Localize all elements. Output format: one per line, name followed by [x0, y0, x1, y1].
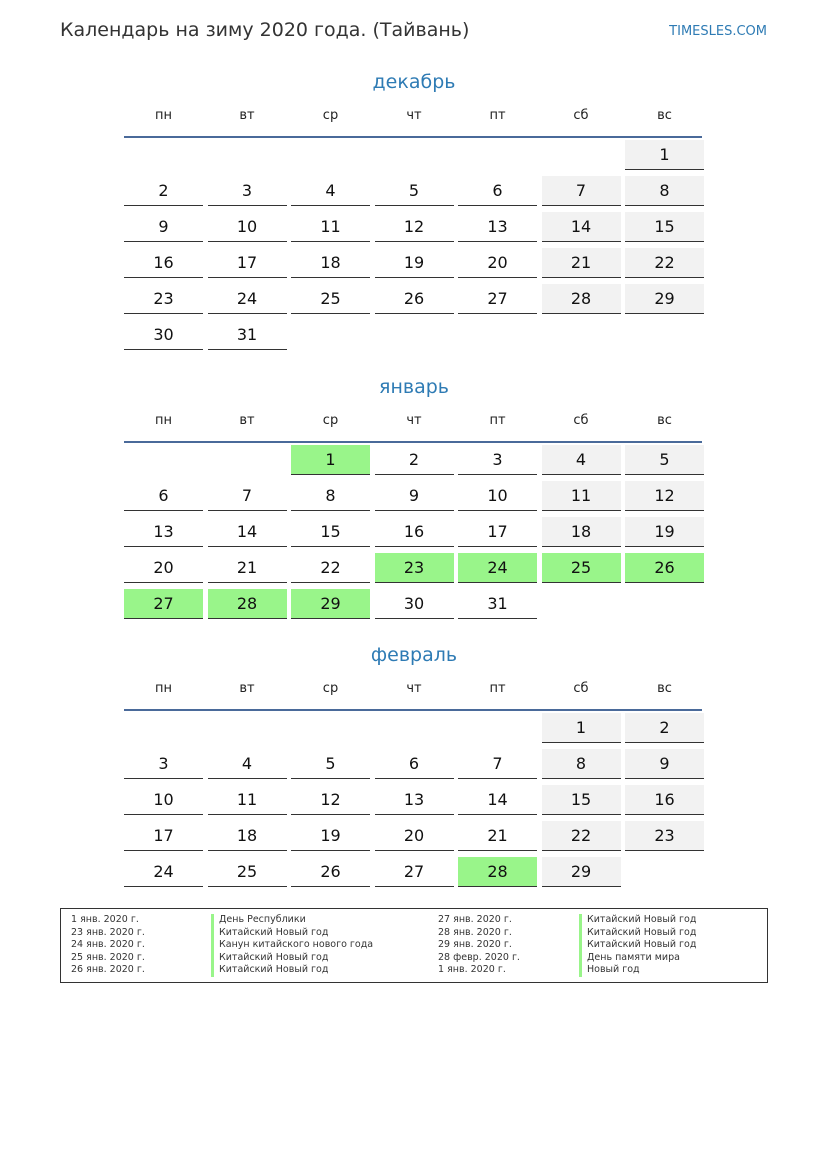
month-december [124, 70, 704, 356]
day-cell: 29 [291, 589, 370, 619]
legend-holiday-name: Китайский Новый год [579, 927, 696, 940]
day-cell: 23 [124, 284, 203, 314]
day-cell: 24 [458, 553, 537, 583]
day-cell: 27 [375, 857, 454, 887]
legend-date: 28 февр. 2020 г. [438, 951, 520, 963]
weekday-label: вт [239, 413, 255, 428]
day-cell: 14 [458, 785, 537, 815]
day-cell: 12 [291, 785, 370, 815]
day-cell: 8 [625, 176, 704, 206]
day-cell: 7 [208, 481, 287, 511]
month-january [124, 375, 704, 625]
day-cell: 12 [625, 481, 704, 511]
day-cell: 11 [542, 481, 621, 511]
day-cell: 18 [208, 821, 287, 851]
day-cell: 11 [291, 212, 370, 242]
legend-name-column [579, 914, 696, 977]
day-cell: 1 [625, 140, 704, 170]
day-cell: 6 [458, 176, 537, 206]
day-cell: 16 [625, 785, 704, 815]
legend-date: 29 янв. 2020 г. [438, 939, 512, 950]
weekday-label: сб [573, 681, 589, 696]
day-cell: 18 [542, 517, 621, 547]
legend-date-column [71, 914, 145, 977]
day-cell: 7 [458, 749, 537, 779]
day-cell: 4 [291, 176, 370, 206]
legend-date: 1 янв. 2020 г. [71, 914, 139, 925]
day-cell: 24 [208, 284, 287, 314]
legend-holiday-name: День памяти мира [579, 952, 696, 965]
day-cell: 13 [375, 785, 454, 815]
legend-holiday-name: Китайский Новый год [211, 927, 373, 940]
day-cell: 31 [208, 320, 287, 350]
legend-holiday-name: Новый год [579, 964, 696, 977]
day-cell: 20 [458, 248, 537, 278]
day-cell: 19 [375, 248, 454, 278]
day-cell: 16 [375, 517, 454, 547]
day-cell: 19 [291, 821, 370, 851]
day-cell: 3 [208, 176, 287, 206]
day-cell: 25 [291, 284, 370, 314]
day-cell: 22 [542, 821, 621, 851]
day-cell: 9 [124, 212, 203, 242]
legend-holiday-name: Китайский Новый год [579, 939, 696, 952]
header-rule [124, 709, 702, 711]
day-cell: 6 [375, 749, 454, 779]
weekday-label: вс [657, 108, 672, 123]
day-cell: 18 [291, 248, 370, 278]
day-cell: 15 [542, 785, 621, 815]
day-cell: 10 [208, 212, 287, 242]
day-cell: 26 [375, 284, 454, 314]
day-cell: 25 [542, 553, 621, 583]
legend-holiday-name: Канун китайского нового года [211, 939, 373, 952]
day-cell: 1 [542, 713, 621, 743]
legend-holiday-name: Китайский Новый год [211, 964, 373, 977]
day-cell: 30 [375, 589, 454, 619]
weekday-label: чт [406, 681, 422, 696]
legend-holiday-name: Китайский Новый год [211, 952, 373, 965]
day-cell: 13 [458, 212, 537, 242]
day-cell: 5 [375, 176, 454, 206]
day-cell: 23 [375, 553, 454, 583]
day-cell: 11 [208, 785, 287, 815]
legend-holiday-name: День Республики [211, 914, 373, 927]
weekday-label: вс [657, 681, 672, 696]
day-cell: 8 [542, 749, 621, 779]
day-cell: 22 [291, 553, 370, 583]
day-cell: 8 [291, 481, 370, 511]
day-grid [124, 445, 704, 625]
weekday-header [124, 413, 704, 437]
day-cell: 29 [542, 857, 621, 887]
day-cell: 2 [375, 445, 454, 475]
day-grid [124, 713, 704, 893]
day-cell: 4 [208, 749, 287, 779]
day-cell: 27 [124, 589, 203, 619]
holiday-legend [60, 908, 768, 983]
legend-date: 24 янв. 2020 г. [71, 939, 145, 950]
header-rule [124, 441, 702, 443]
day-cell: 22 [625, 248, 704, 278]
day-cell: 15 [291, 517, 370, 547]
weekday-label: чт [406, 108, 422, 123]
day-cell: 17 [458, 517, 537, 547]
day-cell: 1 [291, 445, 370, 475]
weekday-label: пн [155, 108, 172, 123]
day-cell: 26 [625, 553, 704, 583]
day-cell: 21 [208, 553, 287, 583]
weekday-label: пн [155, 681, 172, 696]
month-name: декабрь [372, 71, 456, 93]
day-cell: 7 [542, 176, 621, 206]
legend-date: 27 янв. 2020 г. [438, 914, 512, 925]
day-cell: 6 [124, 481, 203, 511]
header-rule [124, 136, 702, 138]
legend-date: 25 янв. 2020 г. [71, 951, 145, 963]
site-link[interactable]: TIMESLES.COM [669, 24, 767, 39]
day-cell: 23 [625, 821, 704, 851]
day-cell: 9 [375, 481, 454, 511]
legend-name-column [211, 914, 373, 977]
day-cell: 9 [625, 749, 704, 779]
day-cell: 15 [625, 212, 704, 242]
day-cell: 27 [458, 284, 537, 314]
day-cell: 25 [208, 857, 287, 887]
day-cell: 5 [291, 749, 370, 779]
day-cell: 17 [124, 821, 203, 851]
weekday-label: ср [322, 108, 339, 123]
weekday-label: вт [239, 108, 255, 123]
day-cell: 3 [458, 445, 537, 475]
day-cell: 4 [542, 445, 621, 475]
day-cell: 21 [542, 248, 621, 278]
weekday-label: вс [657, 413, 672, 428]
day-cell: 2 [625, 713, 704, 743]
legend-date-column [438, 914, 520, 977]
day-cell: 14 [542, 212, 621, 242]
weekday-label: сб [573, 108, 589, 123]
weekday-header [124, 108, 704, 132]
day-cell: 17 [208, 248, 287, 278]
day-cell: 19 [625, 517, 704, 547]
weekday-label: пт [489, 108, 506, 123]
day-cell: 31 [458, 589, 537, 619]
weekday-label: пн [155, 413, 172, 428]
day-cell: 26 [291, 857, 370, 887]
day-cell: 29 [625, 284, 704, 314]
page-title: Календарь на зиму 2020 года. (Тайвань) [60, 19, 470, 41]
day-cell: 24 [124, 857, 203, 887]
weekday-header [124, 681, 704, 705]
month-name: февраль [370, 644, 458, 666]
weekday-label: сб [573, 413, 589, 428]
weekday-label: пт [489, 681, 506, 696]
day-cell: 20 [375, 821, 454, 851]
weekday-label: чт [406, 413, 422, 428]
day-cell: 12 [375, 212, 454, 242]
weekday-label: вт [239, 681, 255, 696]
day-cell: 28 [542, 284, 621, 314]
legend-date: 1 янв. 2020 г. [438, 964, 506, 975]
day-cell: 2 [124, 176, 203, 206]
weekday-label: ср [322, 413, 339, 428]
legend-date: 23 янв. 2020 г. [71, 926, 145, 938]
weekday-label: пт [489, 413, 506, 428]
day-cell: 13 [124, 517, 203, 547]
day-cell: 28 [458, 857, 537, 887]
day-grid [124, 140, 704, 356]
day-cell: 28 [208, 589, 287, 619]
day-cell: 10 [124, 785, 203, 815]
weekday-label: ср [322, 681, 339, 696]
day-cell: 5 [625, 445, 704, 475]
legend-date: 26 янв. 2020 г. [71, 964, 145, 975]
legend-holiday-name: Китайский Новый год [579, 914, 696, 927]
day-cell: 20 [124, 553, 203, 583]
day-cell: 3 [124, 749, 203, 779]
day-cell: 21 [458, 821, 537, 851]
day-cell: 30 [124, 320, 203, 350]
day-cell: 16 [124, 248, 203, 278]
day-cell: 14 [208, 517, 287, 547]
legend-date: 28 янв. 2020 г. [438, 926, 512, 938]
month-february [124, 643, 704, 893]
day-cell: 10 [458, 481, 537, 511]
month-name: январь [379, 376, 449, 398]
